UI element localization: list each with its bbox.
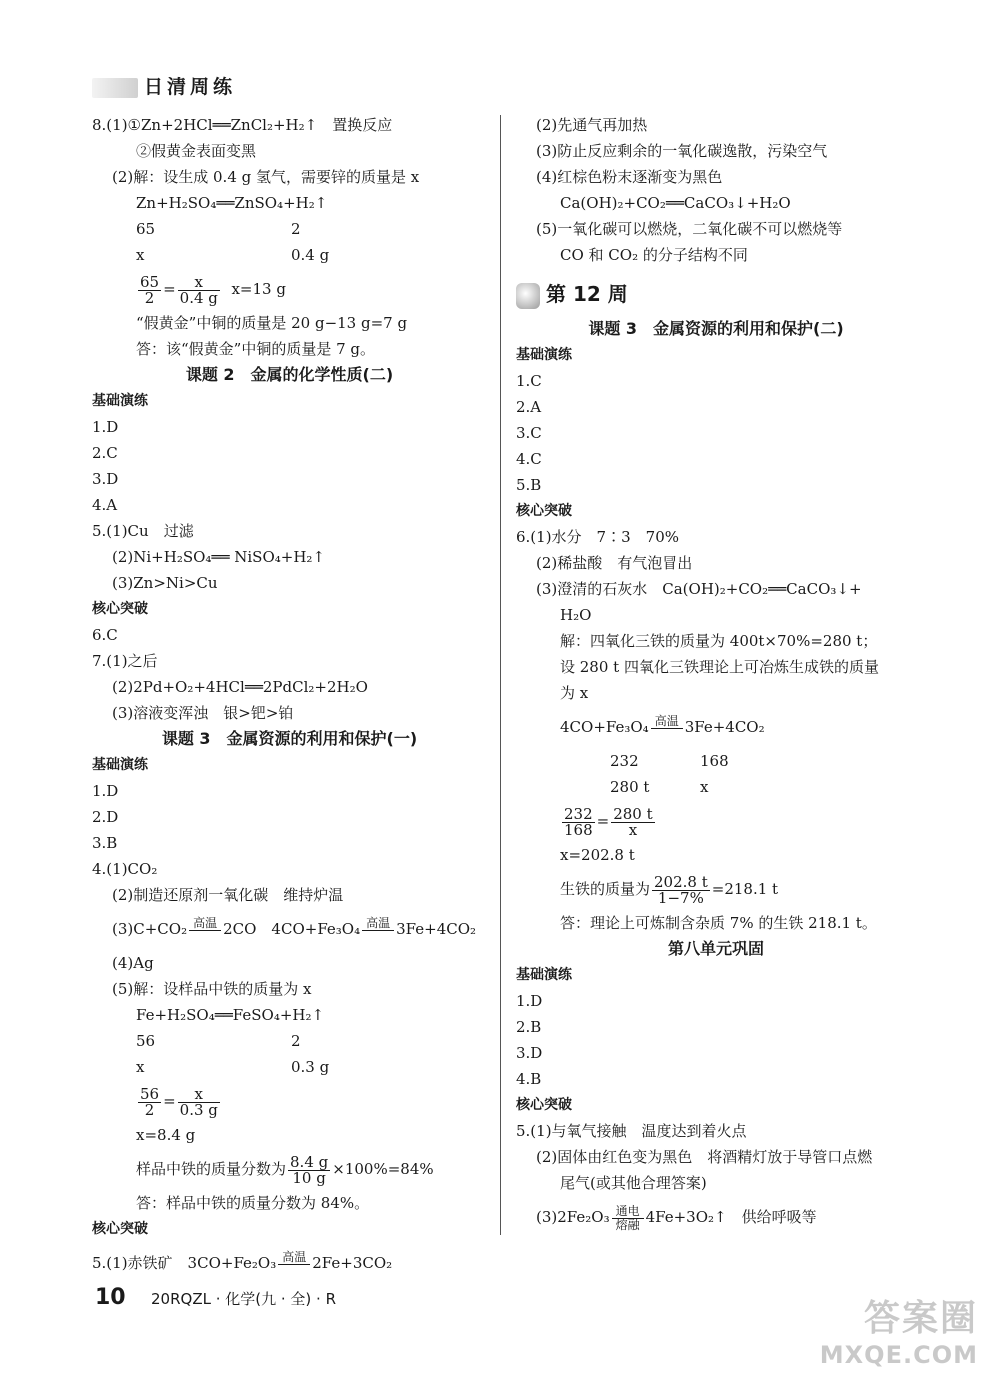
answer-line: 样品中铁的质量分数为 $\frac{8.4 g}{10 g}$ ×100%=84% (136, 1152, 434, 1187)
reaction-condition: 高温 (362, 917, 394, 944)
ratio-value: 280 t (610, 778, 650, 796)
answer-line: (5)一氧化碳可以燃烧，二氧化碳不可以燃烧等 (536, 220, 843, 238)
equation-line: 4CO+Fe₃O₄ 高温 3Fe+4CO₂ (516, 706, 916, 748)
week-title: 第 12 周 (546, 282, 628, 306)
section-label: 基础演练 (516, 967, 572, 983)
header-decoration (92, 78, 138, 98)
equation-line: 5.(1)赤铁矿 3CO+Fe₂O₃ 高温 2Fe+3CO₂ (92, 1242, 487, 1284)
answer-line: 4.(1)CO₂ (92, 860, 158, 878)
reaction-condition: 高温 (651, 715, 683, 742)
ratio-value: 65 (136, 220, 156, 238)
proportion-line: $\frac{65}{2}$ = $\frac{x}{0.4 g}$ x=13 g (140, 272, 286, 307)
ratio-line (92, 242, 487, 268)
proportion-line: $\frac{56}{2}$ = $\frac{x}{0.3 g}$ (140, 1084, 218, 1119)
section-label: 核心突破 (92, 1221, 148, 1237)
answer-line: x=8.4 g (136, 1126, 196, 1144)
answer-line: 5.(1)与氧气接触 温度达到着火点 (516, 1122, 747, 1140)
fraction: $\frac{202.8 t}{1-7\%}$ (654, 872, 708, 907)
week-badge-icon (516, 283, 540, 309)
reaction-condition: 通电 熔融 (612, 1205, 644, 1232)
answer-line: 解：四氧化三铁的质量为 400t×70%=280 t； (560, 632, 878, 650)
answer-line: 3.D (516, 1044, 543, 1062)
section-label: 核心突破 (92, 601, 148, 617)
answer-line: (3)溶液变浑浊 银>钯>铂 (112, 704, 294, 722)
answer-line: (4)红棕色粉末逐渐变为黑色 (536, 168, 723, 186)
ratio-line (92, 1028, 487, 1054)
page-footer (95, 1285, 336, 1310)
fraction: $\frac{232}{168}$ (564, 804, 593, 839)
answer-line: 5.B (516, 476, 542, 494)
answer-line: (3)防止反应剩余的一氧化碳逸散，污染空气 (536, 142, 828, 160)
ratio-value: 232 (610, 752, 639, 770)
fraction: $\frac{65}{2}$ (140, 272, 160, 307)
answer-line: 答：该“假黄金”中铜的质量是 7 g。 (136, 340, 376, 358)
watermark-url: MXQE.COM (819, 1341, 978, 1369)
answer-line: (2)解：设生成 0.4 g 氢气，需要锌的质量是 x (112, 168, 420, 186)
equation-line: Zn+H₂SO₄══ZnSO₄+H₂↑ (136, 194, 328, 212)
section-title: 第八单元巩固 (667, 939, 764, 958)
answer-line: (2)先通气再加热 (536, 116, 648, 134)
answer-line: ②假黄金表面变黑 (136, 142, 257, 160)
answer-line: 生铁的质量为 $\frac{202.8 t}{1-7\%}$ =218.1 t (560, 872, 779, 907)
ratio-value: 56 (136, 1032, 156, 1050)
ratio-value: x (700, 778, 709, 796)
section-label: 核心突破 (516, 1097, 572, 1113)
answer-line: 1.D (516, 992, 543, 1010)
ratio-value: 0.4 g (291, 246, 330, 264)
equation-line: Fe+H₂SO₄══FeSO₄+H₂↑ (136, 1006, 325, 1024)
answer-line: 6.(1)水分 7∶3 70% (516, 528, 679, 546)
section-title: 课题 2 金属的化学性质(二) (185, 365, 394, 384)
answer-line: 3.B (92, 834, 118, 852)
answer-line: (5)解：设样品中铁的质量为 x (112, 980, 312, 998)
fraction: $\frac{56}{2}$ (140, 1084, 160, 1119)
answer-line: 4.B (516, 1070, 542, 1088)
right-column (516, 112, 916, 1238)
answer-line: 8.(1)①Zn+2HCl══ZnCl₂+H₂↑ 置换反应 (92, 116, 393, 134)
section-label: 核心突破 (516, 503, 572, 519)
page-number: 10 (95, 1285, 126, 1310)
answer-line: 2.A (516, 398, 542, 416)
answer-line: (3)澄清的石灰水 Ca(OH)₂+CO₂══CaCO₃↓+ (536, 580, 862, 598)
answer-line: 2.C (92, 444, 118, 462)
equation-line: (3)2Fe₂O₃ 通电 熔融 4Fe+3O₂↑ 供给呼吸等 (536, 1203, 817, 1232)
answer-line: (2)2Pd+O₂+4HCl══2PdCl₂+2H₂O (112, 678, 368, 696)
answer-line: 尾气(或其他合理答案) (560, 1174, 707, 1192)
equation-line: Ca(OH)₂+CO₂══CaCO₃↓+H₂O (560, 194, 791, 212)
reaction-condition: 高温 (278, 1251, 310, 1278)
answer-line: (4)Ag (112, 954, 154, 972)
answer-line: 1.D (92, 782, 119, 800)
fraction: $\frac{280 t}{x}$ (613, 804, 653, 839)
answer-line: 3.D (92, 470, 119, 488)
section-label: 基础演练 (92, 757, 148, 773)
ratio-value: 0.3 g (291, 1058, 330, 1076)
ratio-value: x (136, 246, 145, 264)
watermark (820, 1290, 978, 1369)
week-heading (516, 272, 916, 316)
answer-line: 1.D (92, 418, 119, 436)
result: x=13 g (231, 280, 286, 298)
fraction: $\frac{x}{0.4 g}$ (179, 272, 218, 307)
fraction: $\frac{8.4 g}{10 g}$ (290, 1152, 329, 1187)
header-title: 日清周练 (144, 76, 237, 98)
answer-line: 6.C (92, 626, 118, 644)
column-divider (500, 115, 501, 1235)
answer-line: (2)固体由红色变为黑色 将酒精灯放于导管口点燃 (536, 1148, 873, 1166)
answer-line: 4.C (516, 450, 542, 468)
answer-line: 7.(1)之后 (92, 652, 158, 670)
ratio-value: 2 (291, 1032, 301, 1050)
answer-line: (3)Zn>Ni>Cu (112, 574, 218, 592)
reaction-condition: 高温 (189, 917, 221, 944)
left-column (92, 112, 487, 1284)
ratio-line (516, 748, 916, 774)
proportion-line: $\frac{232}{168}$ = $\frac{280 t}{x}$ (564, 804, 653, 839)
answer-line: 设 280 t 四氧化三铁理论上可冶炼生成铁的质量 (560, 658, 879, 676)
answer-line: 2.B (516, 1018, 542, 1036)
answer-line: (2)Ni+H₂SO₄══ NiSO₄+H₂↑ (112, 548, 325, 566)
answer-line: 3.C (516, 424, 542, 442)
book-code: 20RQZL · 化学(九 · 全) · R (151, 1290, 336, 1308)
answer-line: 答：理论上可炼制含杂质 7% 的生铁 218.1 t。 (560, 914, 877, 932)
answer-line: 1.C (516, 372, 542, 390)
answer-line: CO 和 CO₂ 的分子结构不同 (560, 246, 748, 264)
header-logo (92, 72, 236, 99)
ratio-line (92, 216, 487, 242)
fraction: $\frac{x}{0.3 g}$ (179, 1084, 218, 1119)
answer-line: H₂O (560, 606, 592, 624)
ratio-value: x (136, 1058, 145, 1076)
ratio-line (516, 774, 916, 800)
ratio-line (92, 1054, 487, 1080)
answer-line: 2.D (92, 808, 119, 826)
answer-line: (2)制造还原剂一氧化碳 维持炉温 (112, 886, 344, 904)
section-label: 基础演练 (516, 347, 572, 363)
section-title: 课题 3 金属资源的利用和保护(二) (588, 319, 844, 338)
section-title: 课题 3 金属资源的利用和保护(一) (161, 729, 418, 748)
answer-line: 为 x (560, 684, 589, 702)
answer-line: (2)稀盐酸 有气泡冒出 (536, 554, 693, 572)
answer-line: 5.(1)Cu 过滤 (92, 522, 194, 540)
answer-line: “假黄金”中铜的质量是 20 g−13 g=7 g (136, 314, 408, 332)
answer-line: x=202.8 t (560, 846, 635, 864)
ratio-value: 168 (700, 752, 729, 770)
watermark-text: 答案圈 (863, 1298, 978, 1339)
answer-line: 答：样品中铁的质量分数为 84%。 (136, 1194, 370, 1212)
ratio-value: 2 (291, 220, 301, 238)
answer-line: 4.A (92, 496, 118, 514)
equation-line: (3)C+CO₂ 高温 2CO 4CO+Fe₃O₄ 高温 3Fe+4CO₂ (92, 908, 487, 950)
section-label: 基础演练 (92, 393, 148, 409)
